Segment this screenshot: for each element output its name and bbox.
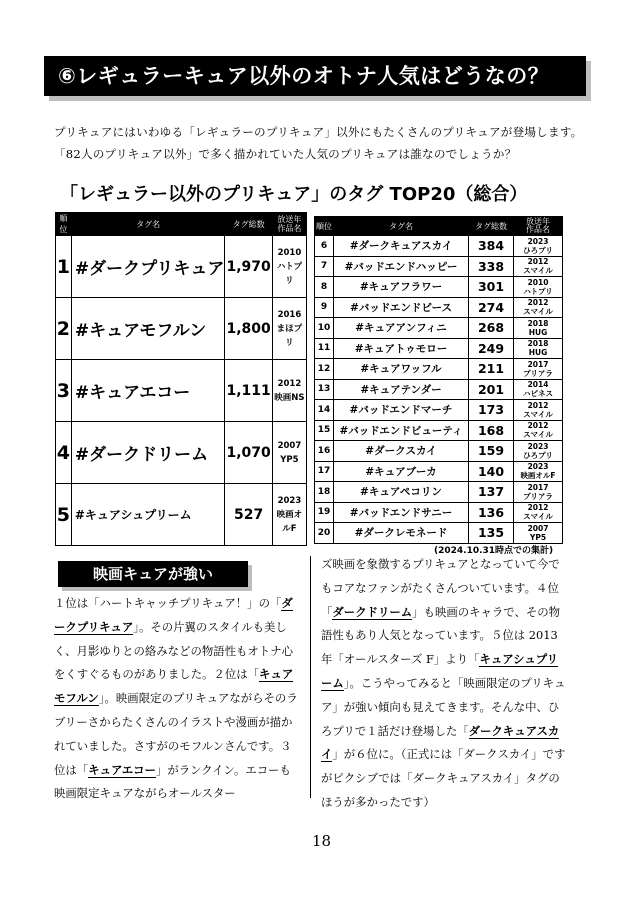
highlighted-name: キュアシュプリーム xyxy=(321,652,559,690)
count-cell: 338 xyxy=(469,256,514,277)
highlighted-name: ダークドリーム xyxy=(332,604,413,619)
year-cell: 2023 ひろプリ xyxy=(514,441,563,462)
count-cell: 159 xyxy=(469,441,514,462)
table-row xyxy=(315,338,563,359)
tag-cell: #バッドエンドハッピー xyxy=(334,256,469,277)
rank-cell: 5 xyxy=(56,484,72,546)
body-column-left xyxy=(54,592,302,806)
table-row xyxy=(315,318,563,339)
table-row xyxy=(315,461,563,482)
year-cell: 2007 YP5 xyxy=(272,422,306,484)
count-cell: 1,111 xyxy=(225,360,272,422)
tag-cell: #ダークレモネード xyxy=(334,523,469,544)
rank-cell: 11 xyxy=(315,338,334,359)
year-cell: 2023 ひろプリ xyxy=(514,236,563,257)
year-cell: 2023 映画オルF xyxy=(514,461,563,482)
text-segment: 」が６位に。（正式には「ダークスカイ」ですがピクシブでは「ダークキュアスカイ」タグのほうが多かったです） xyxy=(321,747,566,809)
text-segment: １位は「ハートキャッチプリキュア！」の「 xyxy=(54,596,282,610)
page-number: 18 xyxy=(311,832,332,850)
header-tag: タグ名 xyxy=(334,217,469,236)
rank-cell: 6 xyxy=(315,236,334,257)
year-cell: 2012 映画NS xyxy=(272,360,306,422)
count-cell: 136 xyxy=(469,502,514,523)
table-row xyxy=(315,502,563,523)
year-cell: 2010 ハトプリ xyxy=(272,236,306,298)
ranking-table-6-20 xyxy=(314,216,563,544)
count-cell: 527 xyxy=(225,484,272,546)
year-cell: 2023 映画オルF xyxy=(272,484,306,546)
header-count: タグ総数 xyxy=(225,213,272,236)
rank-cell: 17 xyxy=(315,461,334,482)
header-year: 放送年 作品名 xyxy=(272,213,306,236)
year-cell: 2017 プリアラ xyxy=(514,482,563,503)
table-row xyxy=(315,277,563,298)
rank-cell: 19 xyxy=(315,502,334,523)
year-cell: 2017 プリアラ xyxy=(514,359,563,380)
tag-cell: #キュアトゥモロー xyxy=(334,338,469,359)
tag-cell: #キュアモフルン xyxy=(71,298,225,360)
subheading: 映画キュアが強い xyxy=(58,561,248,587)
rank-cell: 16 xyxy=(315,441,334,462)
tag-cell: #バッドエンドマーチ xyxy=(334,400,469,421)
count-cell: 268 xyxy=(469,318,514,339)
rank-cell: 4 xyxy=(56,422,72,484)
tag-cell: #キュアアンフィニ xyxy=(334,318,469,339)
tag-cell: #ダークプリキュア xyxy=(71,236,225,298)
year-cell: 2012 スマイル xyxy=(514,297,563,318)
count-cell: 201 xyxy=(469,379,514,400)
rank-cell: 20 xyxy=(315,523,334,544)
text-segment: 」がランクイン。エコーも映画限定キュアながらオールスター xyxy=(54,762,291,801)
highlighted-name: ダークキュアスカイ xyxy=(321,723,560,762)
header-count: タグ総数 xyxy=(469,217,514,236)
highlighted-name: キュアモフルン xyxy=(54,667,294,706)
tag-cell: #ダークキュアスカイ xyxy=(334,236,469,257)
table-row xyxy=(56,360,307,422)
tag-cell: #バッドエンドサニー xyxy=(334,502,469,523)
table-row xyxy=(315,379,563,400)
count-cell: 140 xyxy=(469,461,514,482)
year-cell: 2012 スマイル xyxy=(514,502,563,523)
year-cell: 2012 スマイル xyxy=(514,400,563,421)
table-row xyxy=(56,298,307,360)
year-cell: 2007 YP5 xyxy=(514,523,563,544)
tag-cell: #キュアワッフル xyxy=(334,359,469,380)
text-segment: 」。こうやってみると「映画限定のプリキュア」が強い傾向も見えてきます。そんな中、ひろプリで１話だけ登場した「 xyxy=(321,675,566,738)
table-row xyxy=(315,420,563,441)
rank-cell: 12 xyxy=(315,359,334,380)
rank-cell: 3 xyxy=(56,360,72,422)
year-cell: 2016 まほプリ xyxy=(272,298,306,360)
rank-cell: 10 xyxy=(315,318,334,339)
text-segment: 」。その片翼のスタイルも美しく、月影ゆりとの絡みなどの物語性もオトナ心をくすぐるものがありました。２位は「 xyxy=(54,619,293,682)
section-heading: ⑥レギュラーキュア以外のオトナ人気はどうなの？ xyxy=(44,56,586,96)
table-row xyxy=(315,441,563,462)
rank-cell: 14 xyxy=(315,400,334,421)
count-cell: 1,070 xyxy=(225,422,272,484)
count-cell: 274 xyxy=(469,297,514,318)
table-row xyxy=(56,236,307,298)
count-cell: 173 xyxy=(469,400,514,421)
tag-cell: #キュアテンダー xyxy=(334,379,469,400)
year-cell: 2010 ハトプリ xyxy=(514,277,563,298)
count-cell: 137 xyxy=(469,482,514,503)
text-segment: 」。映画限定のプリキュアながらそのラブリーさからたくさんのイラストや漫画が描かれていました。さすがのモフルンさんです。３位は「 xyxy=(54,691,298,777)
tag-cell: #キュアフラワー xyxy=(334,277,469,298)
body-column-right xyxy=(321,553,568,815)
table-row xyxy=(56,422,307,484)
rank-cell: 13 xyxy=(315,379,334,400)
column-divider xyxy=(310,556,311,798)
year-cell: 2012 スマイル xyxy=(514,256,563,277)
count-cell: 249 xyxy=(469,338,514,359)
table-row xyxy=(315,482,563,503)
highlighted-name: キュアエコー xyxy=(88,762,156,777)
text-segment: ズ映画を象徴するプリキュアとなっていて今でもコアなファンがたくさんついています。４位「 xyxy=(321,557,560,619)
tag-cell: #バッドエンドビューティ xyxy=(334,420,469,441)
year-cell: 2014 ハピネス xyxy=(514,379,563,400)
year-cell: 2018 HUG xyxy=(514,318,563,339)
count-cell: 1,970 xyxy=(225,236,272,298)
count-cell: 135 xyxy=(469,523,514,544)
rank-cell: 9 xyxy=(315,297,334,318)
count-cell: 211 xyxy=(469,359,514,380)
rank-cell: 8 xyxy=(315,277,334,298)
footnote: (2024.10.31時点での集計) xyxy=(434,546,554,556)
table-row xyxy=(315,400,563,421)
ranking-table-top5 xyxy=(55,212,307,546)
text-segment: 」も映画のキャラで、その物語性もあり人気となっています。５位は 2013 年「オールスターズ F」より「 xyxy=(321,604,561,667)
header-tag: タグ名 xyxy=(71,213,225,236)
rank-cell: 18 xyxy=(315,482,334,503)
year-cell: 2012 スマイル xyxy=(514,420,563,441)
table-row xyxy=(315,236,563,257)
tag-cell: #ダークドリーム xyxy=(71,422,225,484)
rank-cell: 7 xyxy=(315,256,334,277)
count-cell: 301 xyxy=(469,277,514,298)
tag-cell: #ダークスカイ xyxy=(334,441,469,462)
table-row xyxy=(315,297,563,318)
highlighted-name: ダークプリキュア xyxy=(54,596,293,634)
rank-cell: 2 xyxy=(56,298,72,360)
count-cell: 168 xyxy=(469,420,514,441)
intro-paragraph: プリキュアにはいわゆる「レギュラーのプリキュア」以外にもたくさんのプリキュアが登場します。「82人のプリキュア以外」で多く描かれていた人気のプリキュアは誰なのでしょうか？ xyxy=(54,125,583,161)
tag-cell: #キュアブーカ xyxy=(334,461,469,482)
rank-cell: 15 xyxy=(315,420,334,441)
tag-cell: #キュアエコー xyxy=(71,360,225,422)
tag-cell: #キュアシュプリーム xyxy=(71,484,225,546)
count-cell: 384 xyxy=(469,236,514,257)
count-cell: 1,800 xyxy=(225,298,272,360)
table-row xyxy=(315,523,563,544)
header-rank: 順位 xyxy=(56,213,72,236)
table-row xyxy=(315,256,563,277)
tag-cell: #キュアペコリン xyxy=(334,482,469,503)
header-year: 放送年 作品名 xyxy=(514,217,563,236)
header-rank: 順位 xyxy=(315,217,334,236)
table-row xyxy=(56,484,307,546)
table-title: 「レギュラー以外のプリキュア」のタグ TOP20（総合） xyxy=(60,184,528,205)
year-cell: 2018 HUG xyxy=(514,338,563,359)
tag-cell: #バッドエンドピース xyxy=(334,297,469,318)
table-row xyxy=(315,359,563,380)
rank-cell: 1 xyxy=(56,236,72,298)
